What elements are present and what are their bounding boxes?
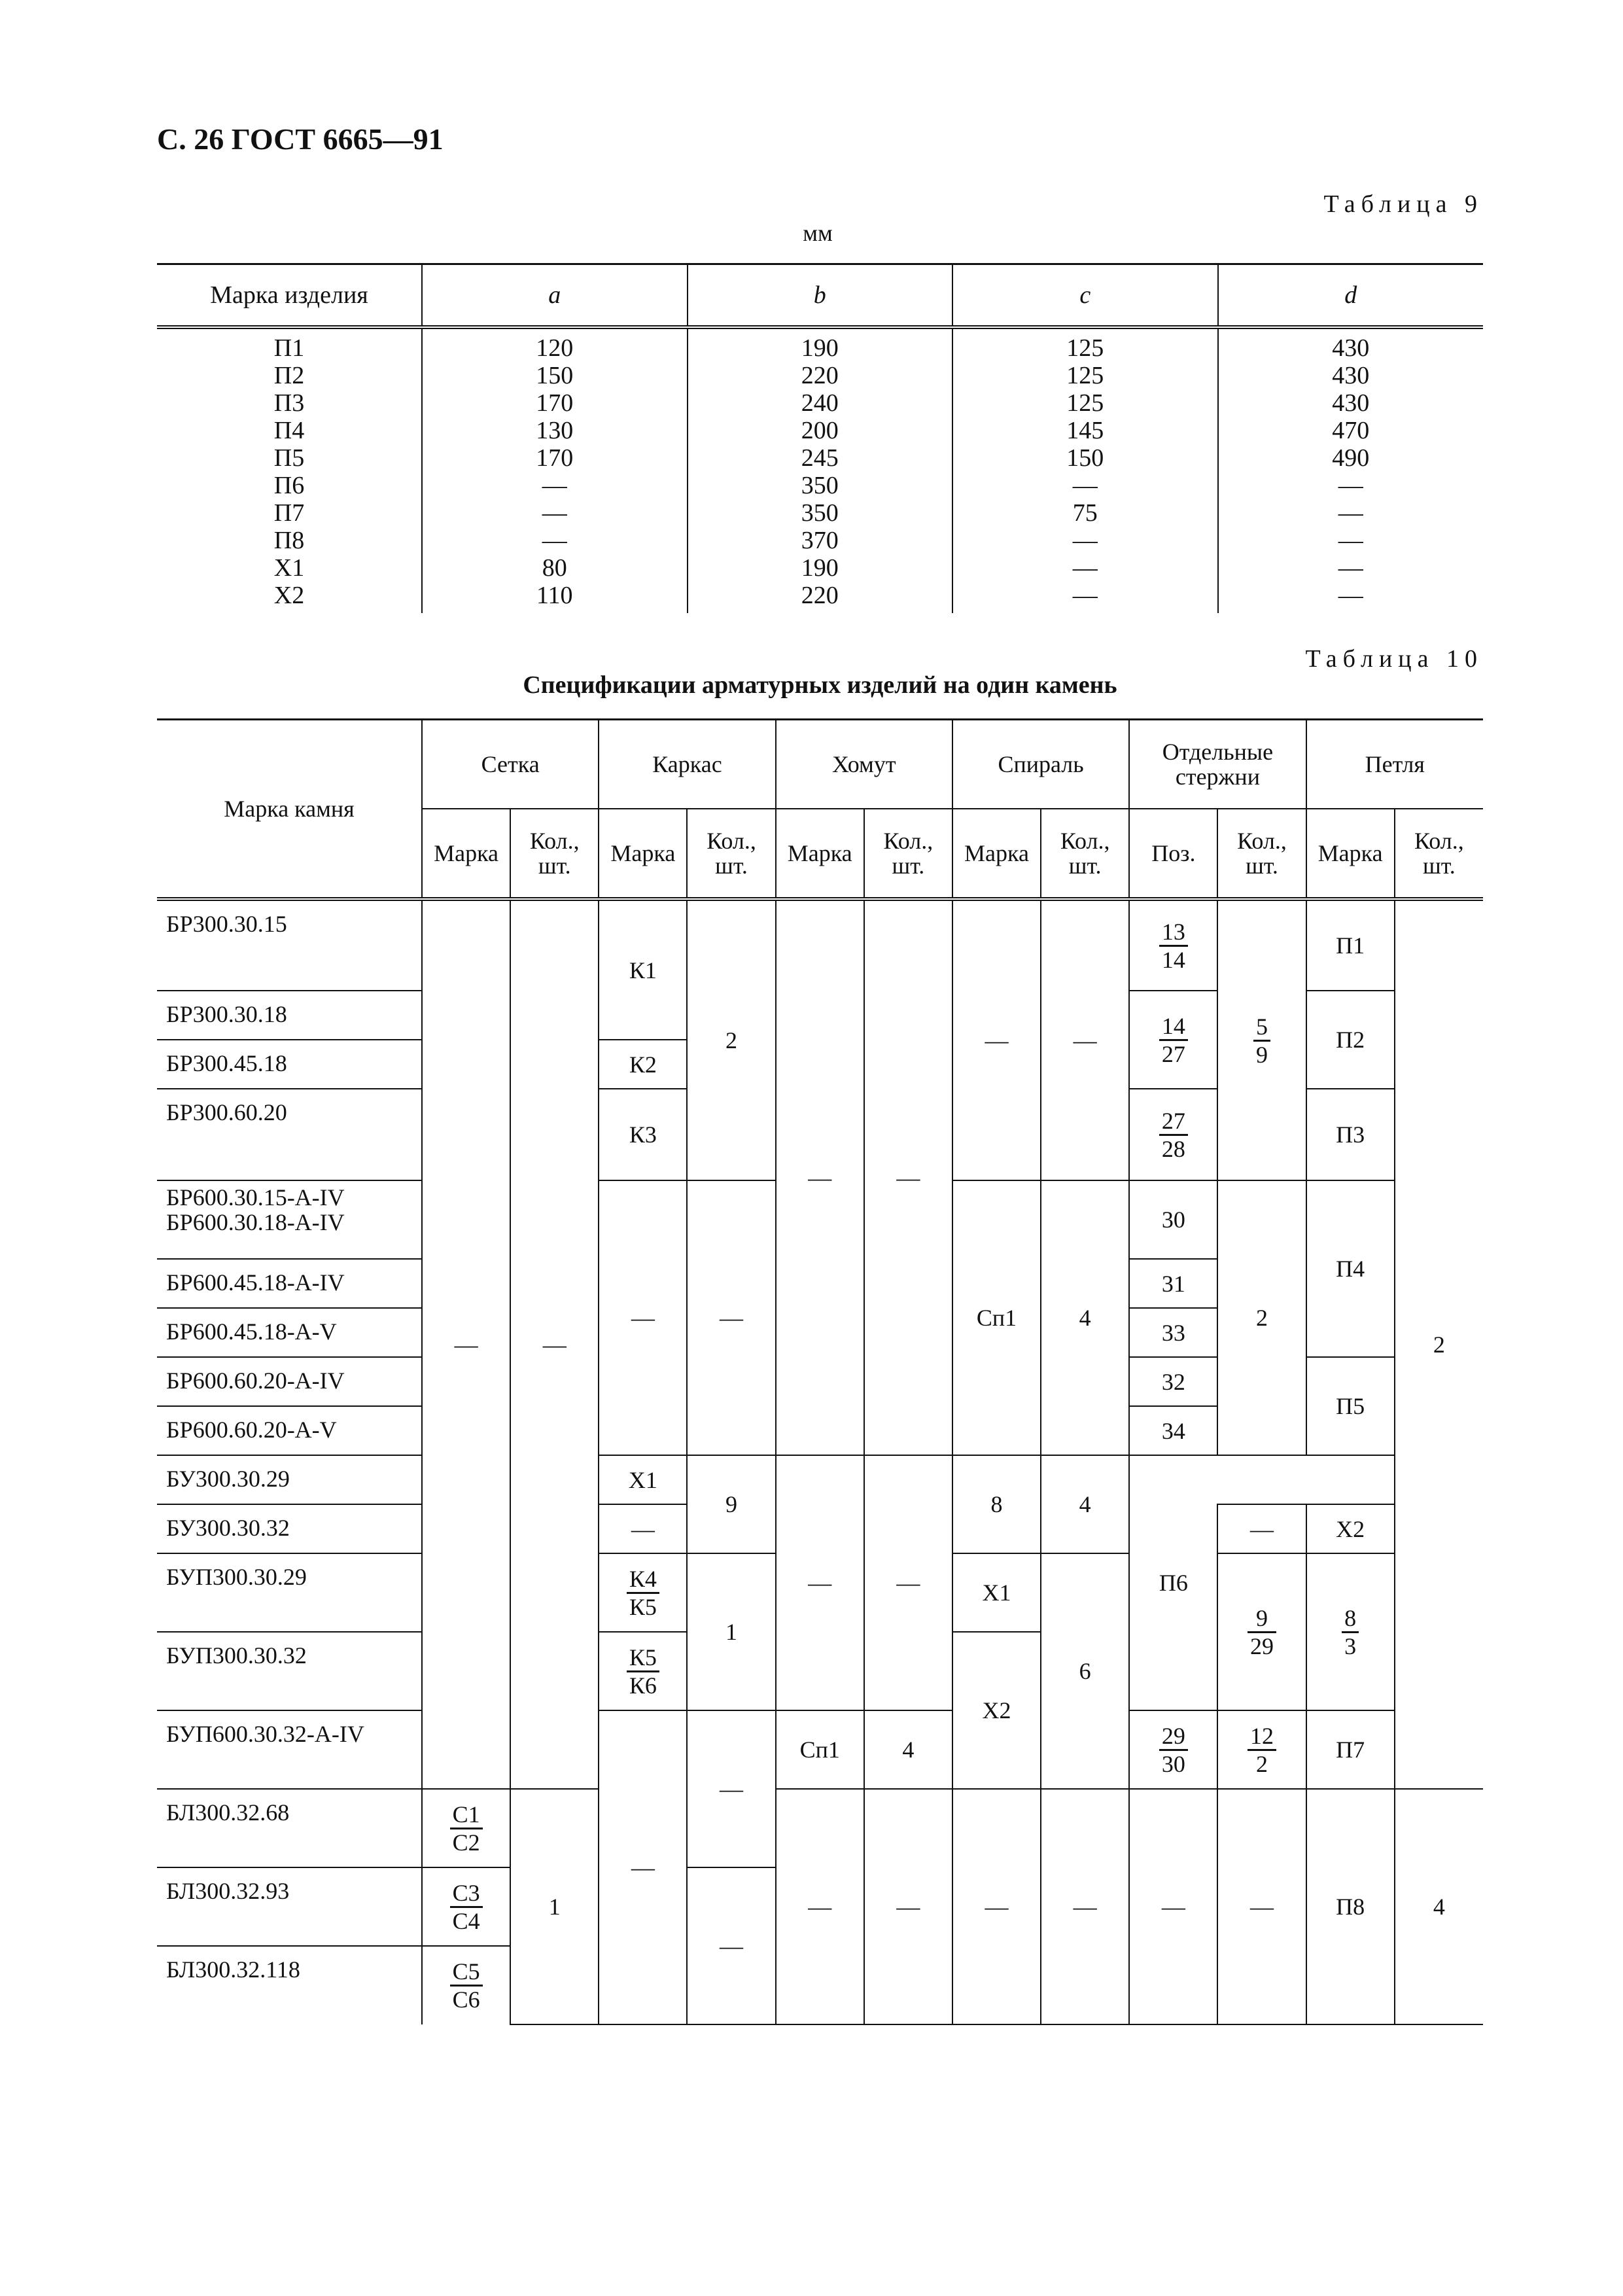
table9-column-cells xyxy=(157,327,422,613)
table10-cell-loop-mark: П4 xyxy=(1306,1180,1395,1357)
table9-body xyxy=(157,327,1483,613)
table9-cell: — xyxy=(542,527,567,554)
table9-cell: 110 xyxy=(536,582,573,609)
table9-cell: 120 xyxy=(536,334,574,362)
table9-cell: 75 xyxy=(1072,499,1098,527)
table10-cell-spiral-mark: — xyxy=(952,1789,1041,2024)
table10-body xyxy=(157,899,1483,2024)
table10-sub-karkas-mark xyxy=(599,809,687,899)
table10-cell-rods-pos: 30 xyxy=(1129,1180,1217,1259)
table9-column-cells xyxy=(688,327,953,613)
table10-cell-karkas-qty: — xyxy=(687,1180,775,1455)
table10-cell-karkas-qty: 1 xyxy=(687,1553,775,1710)
fraction xyxy=(1159,1013,1188,1067)
table9-unit: мм xyxy=(803,220,833,246)
table9-cell: П1 xyxy=(273,334,305,362)
table9-header-row xyxy=(157,264,1483,328)
table10-label: Таблица 10 xyxy=(1305,645,1483,673)
table9-cell: 130 xyxy=(536,417,574,444)
table9-cell: — xyxy=(1072,582,1098,609)
fraction-numerator: 12 xyxy=(1248,1723,1276,1751)
table9-col-a: a xyxy=(422,264,688,328)
table10-sub-rods-qty xyxy=(1217,809,1306,899)
fraction-numerator: 9 xyxy=(1248,1605,1276,1633)
table10-group-loop: Петля xyxy=(1306,720,1483,809)
table9-cell: Х1 xyxy=(273,554,305,582)
table10-cell-rods-qty xyxy=(1217,1710,1306,1789)
table10-cell-khomut-mark: Х1 xyxy=(952,1553,1041,1632)
table9 xyxy=(157,263,1483,613)
table9-cell: 150 xyxy=(1066,444,1104,472)
table10-sub-rods-qty-text: Кол., шт. xyxy=(1237,828,1287,879)
table10-cell-rods-pos: 33 xyxy=(1129,1308,1217,1357)
table9-cell: 350 xyxy=(801,499,839,527)
table10-cell-loop-mark: П1 xyxy=(1306,899,1395,991)
table10-cell-karkas-mark xyxy=(599,1553,687,1632)
table10-stone-name: БР300.45.18 xyxy=(157,1040,422,1089)
table9-cell: 430 xyxy=(1332,389,1370,417)
fraction-denominator: К5 xyxy=(629,1593,657,1620)
table10-cell-rods-pos: — xyxy=(1129,1789,1217,2024)
table10-sub-khomut-qty-text: Кол., шт. xyxy=(883,828,934,879)
table9-col-b: b xyxy=(688,264,953,328)
table9-column-cells xyxy=(422,327,688,613)
table10-cell-karkas-mark: К1 xyxy=(599,899,687,1040)
fraction xyxy=(627,1566,659,1620)
fraction xyxy=(1248,1605,1276,1659)
table10-sub-rods-pos xyxy=(1129,809,1217,899)
table10-cell-setka-qty: 1 xyxy=(510,1789,599,2024)
fraction-numerator: 8 xyxy=(1342,1605,1359,1633)
table10-cell-rods-pos xyxy=(1217,1553,1306,1710)
fraction-numerator: 13 xyxy=(1159,919,1188,947)
table10-cell-khomut-qty: — xyxy=(864,899,952,1455)
table9-cell: 145 xyxy=(1066,417,1104,444)
table9-cell: 430 xyxy=(1332,362,1370,389)
fraction-denominator: К6 xyxy=(629,1672,657,1699)
fraction-denominator: 2 xyxy=(1255,1750,1268,1777)
table9-cell: 370 xyxy=(801,527,839,554)
fraction-numerator: С5 xyxy=(450,1958,483,1987)
table10-sub-karkas-qty xyxy=(687,809,775,899)
fraction-denominator: 29 xyxy=(1249,1633,1274,1659)
page-header: С. 26 ГОСТ 6665—91 xyxy=(157,122,444,156)
table10-sub-spiral-mark xyxy=(952,809,1041,899)
table10-cell-khomut-mark: Х2 xyxy=(1306,1504,1395,1553)
fraction xyxy=(450,1958,483,2013)
table9-cell: — xyxy=(1072,527,1098,554)
table9-cell: — xyxy=(1338,582,1363,609)
table10-cell-setka-mark xyxy=(422,1946,510,2024)
table9-cell: 170 xyxy=(536,444,574,472)
table10-sub-khomut-mark xyxy=(776,809,864,899)
table9-cell: 125 xyxy=(1066,389,1104,417)
table10-cell-loop-mark: П3 xyxy=(1306,1089,1395,1180)
fraction-denominator: С6 xyxy=(452,1987,480,2013)
table10-sub-loop-qty xyxy=(1395,809,1483,899)
table10-sub-spiral-qty xyxy=(1041,809,1129,899)
table9-cell: П8 xyxy=(273,527,305,554)
table10-cell-rods-qty xyxy=(1217,899,1306,1180)
fraction-denominator: 9 xyxy=(1255,1041,1268,1068)
table10-cell-khomut-qty: 6 xyxy=(1041,1553,1129,1789)
table9-cell: — xyxy=(1338,554,1363,582)
table10-row xyxy=(157,1710,1483,1789)
fraction-numerator: К4 xyxy=(627,1566,659,1594)
table10-cell-loop-mark: П5 xyxy=(1306,1357,1395,1455)
table10-stone-name: БР300.30.15 xyxy=(157,899,422,991)
table10-sub-khomut-mark-text: Марка xyxy=(787,840,852,866)
table10-cell-karkas-mark: К3 xyxy=(599,1089,687,1180)
table10-cell-khomut-qty: 9 xyxy=(687,1455,775,1553)
table10-cell-rods-qty: 2 xyxy=(1217,1180,1306,1455)
table10-cell-setka-qty: — xyxy=(510,899,599,1789)
table10-group-setka: Сетка xyxy=(422,720,599,809)
table10-sub-rods-pos-text: Поз. xyxy=(1151,840,1196,866)
table10-stone-name: БУП300.30.32 xyxy=(157,1632,422,1710)
table9-cell: 190 xyxy=(801,334,839,362)
table9-column-cells xyxy=(1218,327,1484,613)
table10-header-row-1 xyxy=(157,720,1483,809)
table10-cell-rods-pos xyxy=(1129,1089,1217,1180)
table10-cell-rods-pos: 8 xyxy=(952,1455,1041,1553)
table9-cell: 245 xyxy=(801,444,839,472)
table10-cell-spiral-qty: — xyxy=(864,1455,952,1710)
table10-cell-khomut-mark: Х1 xyxy=(599,1455,687,1504)
table10-cell-rods-qty xyxy=(1306,1553,1395,1710)
table10-group-karkas: Каркас xyxy=(599,720,775,809)
fraction-numerator: 29 xyxy=(1159,1723,1188,1751)
table10-stone-name: БУ300.30.29 xyxy=(157,1455,422,1504)
table10-stone-name: БУП300.30.29 xyxy=(157,1553,422,1632)
table10-cell-loop-qty: 2 xyxy=(1395,899,1483,1789)
table9-cell: 220 xyxy=(801,582,839,609)
fraction-denominator: 3 xyxy=(1344,1633,1357,1659)
table10-sub-loop-mark-text: Марка xyxy=(1318,840,1383,866)
table9-cell: П3 xyxy=(273,389,305,417)
table10-sub-khomut-qty xyxy=(864,809,952,899)
table10-cell-spiral-mark: Сп1 xyxy=(776,1710,864,1789)
fraction-numerator: С3 xyxy=(450,1880,483,1908)
table10-stone-name-line: БР600.30.15-А-IV xyxy=(166,1184,345,1210)
table10-stone-name: БЛ300.32.68 xyxy=(157,1789,422,1867)
table10-cell-loop-qty: 4 xyxy=(1395,1789,1483,2024)
table10-stone-name: БР300.60.20 xyxy=(157,1089,422,1180)
table10-sub-karkas-mark-text: Марка xyxy=(610,840,676,866)
table10-stone-name: БУП600.30.32-А-IV xyxy=(157,1710,422,1789)
table10-row xyxy=(157,1455,1483,1504)
table10-group-khomut: Хомут xyxy=(776,720,952,809)
table9-cell: П7 xyxy=(273,499,305,527)
table9-cell: 190 xyxy=(801,554,839,582)
table9-label: Таблица 9 xyxy=(1323,190,1483,218)
table9-cell: — xyxy=(542,472,567,499)
table10-sub-loop-qty-text: Кол., шт. xyxy=(1414,828,1464,879)
table10-stone-name: БР600.45.18-А-IV xyxy=(157,1259,422,1308)
table10-stone-name: БУ300.30.32 xyxy=(157,1504,422,1553)
table10-cell-karkas-qty: — xyxy=(687,1867,775,2024)
table10-cell-rods-pos xyxy=(1129,1710,1217,1789)
table10-cell-rods-pos xyxy=(1129,991,1217,1089)
table10-sub-spiral-qty-text: Кол., шт. xyxy=(1060,828,1110,879)
table9-cell: Х2 xyxy=(273,582,305,609)
table9-col-mark: Марка изделия xyxy=(157,264,422,328)
table9-cell: — xyxy=(1338,527,1363,554)
table10-cell-karkas-mark: — xyxy=(599,1710,687,2024)
table10-group-rods-text: Отдельные стержни xyxy=(1162,739,1274,790)
table9-cell: — xyxy=(1338,472,1363,499)
table10-stone-name: БЛ300.32.118 xyxy=(157,1946,422,2024)
table10-stone-name: БР600.60.20-А-IV xyxy=(157,1357,422,1406)
table10-cell-rods-qty: 4 xyxy=(1041,1455,1129,1553)
table10-cell-spiral-qty: — xyxy=(1041,899,1129,1180)
fraction xyxy=(1248,1723,1276,1777)
fraction xyxy=(1159,1723,1188,1777)
table9-cell: 150 xyxy=(536,362,574,389)
fraction-denominator: 30 xyxy=(1161,1750,1185,1777)
table10-cell-karkas-mark: — xyxy=(599,1504,687,1553)
table10-cell-spiral-mark: — xyxy=(776,1455,864,1710)
table9-cell: 490 xyxy=(1332,444,1370,472)
fraction-numerator: К5 xyxy=(627,1644,659,1672)
table10-cell-setka-mark xyxy=(422,1867,510,1946)
table10-cell-khomut-qty: — xyxy=(864,1789,952,2024)
table10-cell-karkas-qty: 2 xyxy=(687,899,775,1180)
table10-stone-name: БР600.45.18-А-V xyxy=(157,1308,422,1357)
table10-cell-karkas-qty: — xyxy=(1217,1504,1306,1553)
table9-cell: П6 xyxy=(273,472,305,499)
table10-cell-spiral-mark: Сп1 xyxy=(952,1180,1041,1455)
table10-sub-setka-mark xyxy=(422,809,510,899)
table9-cell: П5 xyxy=(273,444,305,472)
fraction xyxy=(1159,1108,1188,1162)
table10-row xyxy=(157,899,1483,991)
table10-cell-loop-mark: П6 xyxy=(1129,1455,1217,1710)
table9-cell: — xyxy=(542,499,567,527)
fraction xyxy=(1253,1014,1270,1068)
table10-sub-setka-qty xyxy=(510,809,599,899)
fraction-denominator: С2 xyxy=(452,1829,480,1856)
fraction-denominator: 14 xyxy=(1161,946,1185,973)
table9-cell: П4 xyxy=(273,417,305,444)
table9-cell: — xyxy=(1072,472,1098,499)
table10-group-rods xyxy=(1129,720,1306,809)
table10-cell-loop-mark: П2 xyxy=(1306,991,1395,1089)
table9-cell: 430 xyxy=(1332,334,1370,362)
table9-cell: 170 xyxy=(536,389,574,417)
fraction xyxy=(627,1644,659,1699)
table9-cell: 80 xyxy=(542,554,567,582)
fraction-denominator: 28 xyxy=(1161,1135,1185,1162)
table10-cell-setka-mark xyxy=(422,1789,510,1867)
table9-column-cells xyxy=(952,327,1218,613)
table9-col-d: d xyxy=(1218,264,1484,328)
fraction-numerator: 14 xyxy=(1159,1013,1188,1041)
table10-cell-khomut-mark: — xyxy=(776,899,864,1455)
table10-sub-loop-mark xyxy=(1306,809,1395,899)
fraction xyxy=(1159,919,1188,973)
table9-cell: — xyxy=(1338,499,1363,527)
table10-row xyxy=(157,1789,1483,1867)
table9-cell: 200 xyxy=(801,417,839,444)
table10-stone-name: БЛ300.32.93 xyxy=(157,1867,422,1946)
fraction-numerator: 5 xyxy=(1253,1014,1270,1042)
table10-cell-karkas-qty: — xyxy=(687,1710,775,1867)
table10-group-spiral: Спираль xyxy=(952,720,1129,809)
table10-stone-name-line: БР600.30.18-А-IV xyxy=(166,1209,345,1235)
fraction xyxy=(450,1880,483,1934)
fraction-denominator: С4 xyxy=(452,1907,480,1934)
table10-cell-loop-mark: П8 xyxy=(1306,1789,1395,2024)
fraction-denominator: 27 xyxy=(1161,1040,1185,1067)
table10-stone-name: БР600.60.20-А-V xyxy=(157,1406,422,1455)
table10-cell-rods-qty: — xyxy=(1217,1789,1306,2024)
fraction-numerator: С1 xyxy=(450,1801,483,1829)
table10-cell-karkas-mark: — xyxy=(599,1180,687,1455)
table10-cell-setka-mark: — xyxy=(422,899,510,1789)
table10-cell-karkas-mark xyxy=(599,1632,687,1710)
table9-cell: 470 xyxy=(1332,417,1370,444)
table9-cell: 125 xyxy=(1066,362,1104,389)
table9-cell: — xyxy=(1072,554,1098,582)
fraction xyxy=(450,1801,483,1856)
table10-cell-rods-pos: 34 xyxy=(1129,1406,1217,1455)
fraction xyxy=(1342,1605,1359,1659)
table10-cell-rods-pos xyxy=(1129,899,1217,991)
table10-stone-name xyxy=(157,1180,422,1259)
fraction-numerator: 27 xyxy=(1159,1108,1188,1136)
table10-sub-spiral-mark-text: Марка xyxy=(964,840,1029,866)
table10-cell-rods-pos: 32 xyxy=(1129,1357,1217,1406)
table10-cell-spiral-qty: 4 xyxy=(864,1710,952,1789)
table10-col-stone: Марка камня xyxy=(157,720,422,900)
table10-cell-loop-mark: П7 xyxy=(1306,1710,1395,1789)
table10-sub-karkas-qty-text: Кол., шт. xyxy=(707,828,756,879)
table9-cell: 220 xyxy=(801,362,839,389)
table10-stone-name: БР300.30.18 xyxy=(157,991,422,1040)
table10-cell-rods-pos: 31 xyxy=(1129,1259,1217,1308)
table10-sub-setka-qty-text: Кол., шт. xyxy=(529,828,580,879)
table10-title: Спецификации арматурных изделий на один камень xyxy=(523,671,1117,699)
table10-cell-spiral-mark: — xyxy=(952,899,1041,1180)
table10 xyxy=(157,718,1483,2025)
table10-cell-karkas-mark: К2 xyxy=(599,1040,687,1089)
table10-cell-khomut-mark: — xyxy=(776,1789,864,2024)
table9-cell: 240 xyxy=(801,389,839,417)
table10-cell-spiral-qty: — xyxy=(1041,1789,1129,2024)
table9-cell: 350 xyxy=(801,472,839,499)
table9-cell: 125 xyxy=(1066,334,1104,362)
table10-cell-khomut-mark: Х2 xyxy=(952,1632,1041,1789)
table10-cell-spiral-qty: 4 xyxy=(1041,1180,1129,1455)
table9-data xyxy=(157,327,1483,613)
table9-cell: П2 xyxy=(273,362,305,389)
table10-sub-setka-mark-text: Марка xyxy=(434,840,499,866)
table9-col-c: c xyxy=(952,264,1218,328)
